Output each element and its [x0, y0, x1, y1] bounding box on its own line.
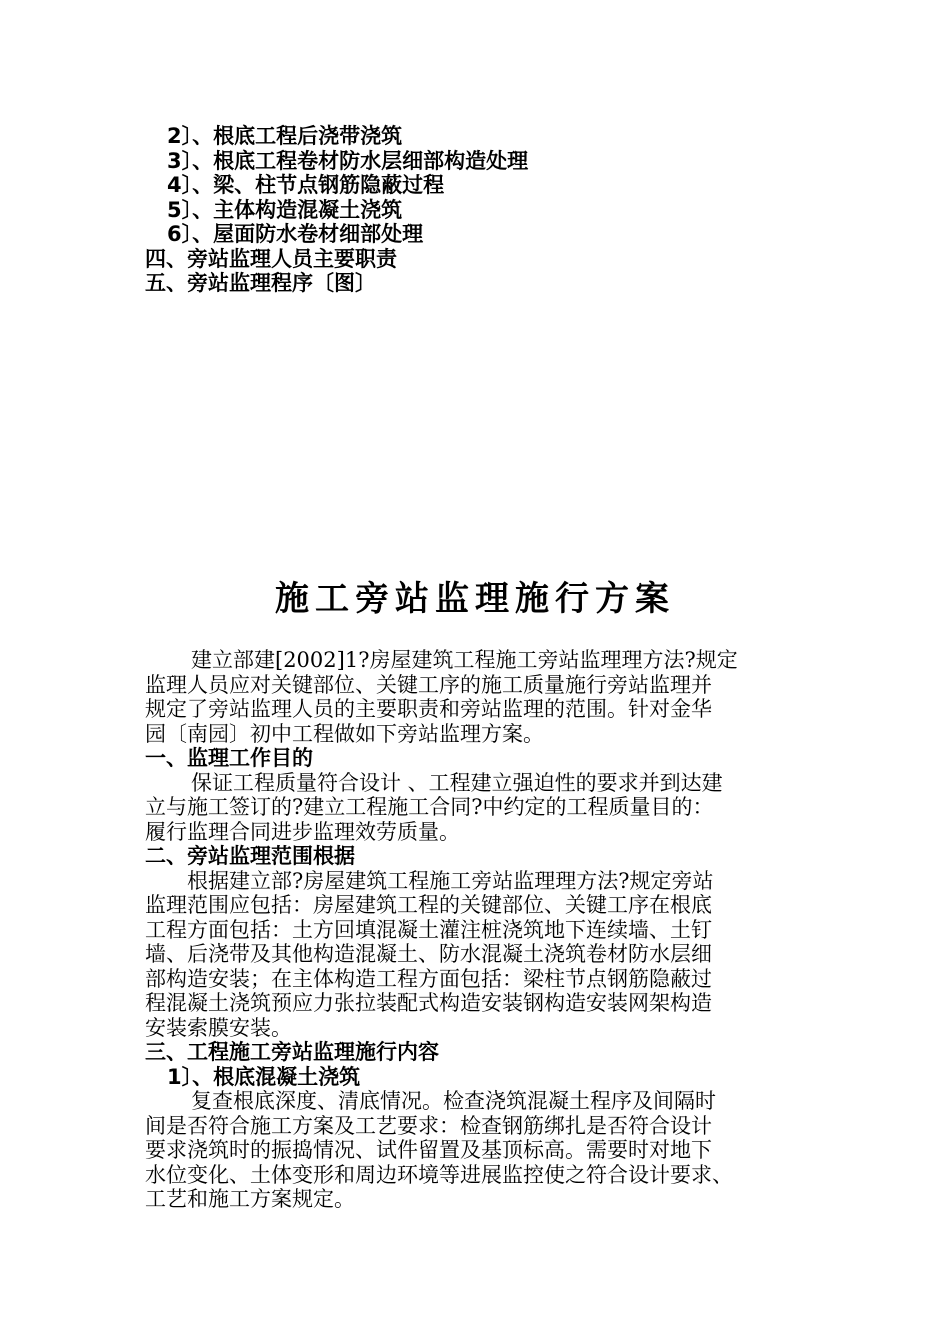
paragraph-line: 复查根底深度、清底情况。检查浇筑混凝土程序及间隔时	[191, 1089, 716, 1113]
paragraph-line: 建立部建[2002]1?房屋建筑工程施工旁站监理理方法?规定	[191, 648, 738, 672]
toc-item-4: 4〕、梁、柱节点钢筋隐蔽过程	[167, 173, 445, 197]
toc-item-2: 2〕、根底工程后浇带浇筑	[167, 124, 403, 148]
paragraph-line: 墙、后浇带及其他构造混凝土、防水混凝土浇筑卷材防水层细	[145, 942, 712, 966]
section-1-paragraph	[145, 771, 815, 845]
paragraph-line: 程混凝土浇筑预应力张拉装配式构造安装钢构造安装网架构造	[145, 991, 712, 1015]
paragraph-line: 规定了旁站监理人员的主要职责和旁站监理的范围。针对金华	[145, 697, 712, 721]
paragraph-line: 部构造安装；在主体构造工程方面包括：梁柱节点钢筋隐蔽过	[145, 966, 712, 991]
paragraph-line: 履行监理合同进步监理效劳质量。	[145, 819, 460, 844]
paragraph-line: 根据建立部?房屋建筑工程施工旁站监理理方法?规定旁站	[187, 868, 714, 893]
toc-item-3: 3〕、根底工程卷材防水层细部构造处理	[167, 148, 529, 173]
document-body	[145, 648, 815, 1212]
toc-section-4: 四、旁站监理人员主要职责	[145, 246, 397, 271]
paragraph-line: 工程方面包括：土方回填混凝土灌注桩浇筑地下连续墙、土钉	[145, 917, 712, 942]
document-title: 施工旁站监理施行方案	[275, 579, 675, 619]
section-heading-2: 二、旁站监理范围根据	[145, 844, 355, 868]
intro-paragraph	[145, 648, 815, 746]
toc-section-5: 五、旁站监理程序〔图〕	[145, 271, 376, 295]
paragraph-line: 要求浇筑时的振捣情况、试件留置及基顶标高。需要时对地下	[145, 1138, 712, 1162]
paragraph-line: 安装索膜安装。	[145, 1015, 292, 1040]
subsection-heading-1: 1〕、根底混凝土浇筑	[167, 1064, 361, 1089]
toc-item-6: 6〕、屋面防水卷材细部处理	[167, 222, 424, 246]
section-2-paragraph	[145, 869, 815, 1041]
table-of-contents	[145, 124, 845, 296]
paragraph-line: 立与施工签订的?建立工程施工合同?中约定的工程质量目的：	[145, 795, 714, 819]
toc-item-5: 5〕、主体构造混凝土浇筑	[167, 197, 403, 222]
paragraph-line: 监理范围应包括：房屋建筑工程的关键部位、关键工序在根底	[145, 893, 712, 917]
paragraph-line: 园〔南园〕初中工程做如下旁站监理方案。	[145, 721, 544, 746]
paragraph-line: 水位变化、土体变形和周边环境等进展监控使之符合设计要求、	[145, 1162, 733, 1187]
paragraph-line: 工艺和施工方案规定。	[145, 1187, 355, 1211]
paragraph-line: 间是否符合施工方案及工艺要求：检查钢筋绑扎是否符合设计	[145, 1113, 712, 1138]
section-3-paragraph	[145, 1089, 815, 1212]
paragraph-line: 保证工程质量符合设计 、工程建立强迫性的要求并到达建	[191, 770, 723, 795]
paragraph-line: 监理人员应对关键部位、关键工序的施工质量施行旁站监理并	[145, 672, 712, 697]
section-heading-3: 三、工程施工旁站监理施行内容	[145, 1040, 439, 1064]
section-heading-1: 一、监理工作目的	[145, 746, 313, 770]
